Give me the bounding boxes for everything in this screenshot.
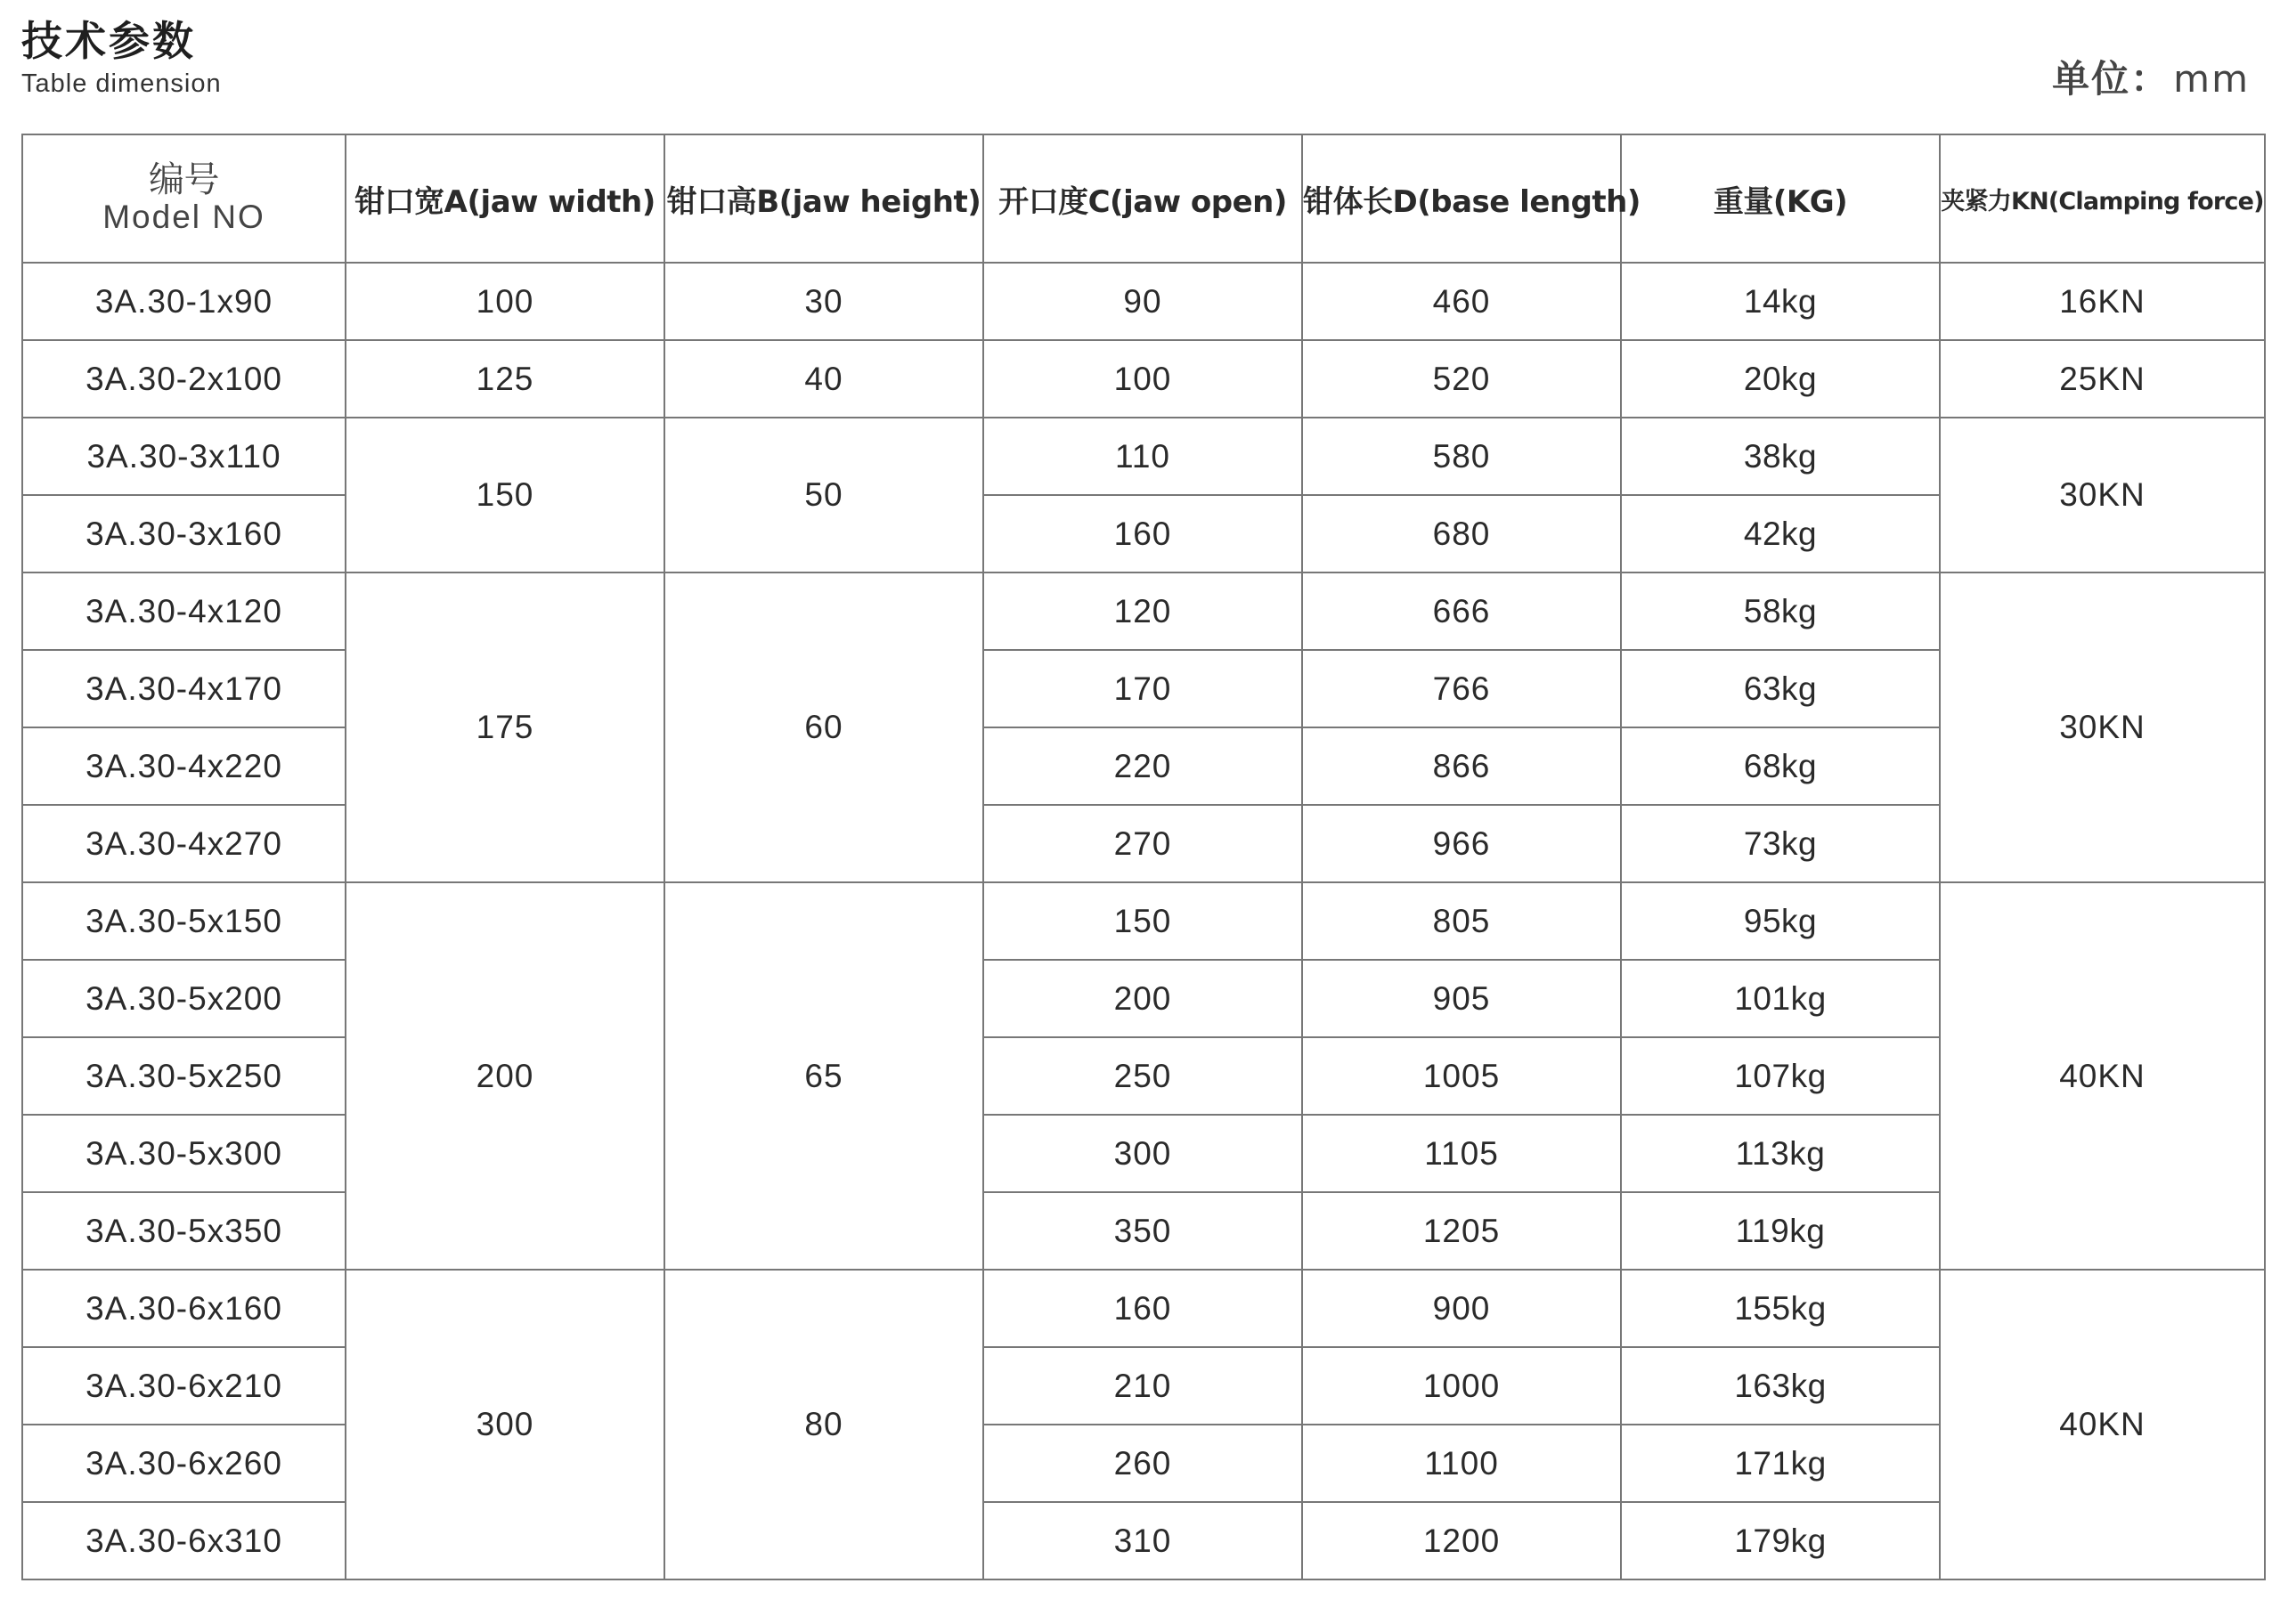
cell-base-length: 1005 — [1302, 1037, 1621, 1115]
cell-weight: 107kg — [1621, 1037, 1940, 1115]
unit-value: mm — [2173, 57, 2250, 101]
table-row — [22, 882, 2265, 960]
cell-base-length: 460 — [1302, 263, 1621, 340]
cell-weight: 171kg — [1621, 1425, 1940, 1502]
cell-jaw-open: 270 — [983, 805, 1302, 882]
cell-jaw-open: 120 — [983, 572, 1302, 650]
header-model-en: Model NO — [102, 199, 265, 235]
cell-weight: 101kg — [1621, 960, 1940, 1037]
cell-weight: 119kg — [1621, 1192, 1940, 1270]
cell-jaw-open: 90 — [983, 263, 1302, 340]
cell-jaw-open: 110 — [983, 418, 1302, 495]
cell-model: 3A.30-5x250 — [22, 1037, 346, 1115]
cell-weight: 58kg — [1621, 572, 1940, 650]
cell-model: 3A.30-6x160 — [22, 1270, 346, 1347]
cell-model: 3A.30-5x150 — [22, 882, 346, 960]
cell-base-length: 766 — [1302, 650, 1621, 727]
title-block — [21, 16, 222, 100]
cell-base-length: 520 — [1302, 340, 1621, 418]
cell-clamping-force: 30KN — [1940, 572, 2265, 882]
cell-base-length: 1100 — [1302, 1425, 1621, 1502]
table-row — [22, 418, 2265, 495]
cell-weight: 113kg — [1621, 1115, 1940, 1192]
cell-jaw-open: 200 — [983, 960, 1302, 1037]
page-subtitle: Table dimension — [21, 69, 222, 98]
cell-jaw-open: 150 — [983, 882, 1302, 960]
table-row — [22, 572, 2265, 650]
page-title: 技术参数 — [21, 17, 196, 65]
table-body — [22, 263, 2265, 1579]
cell-model: 3A.30-5x200 — [22, 960, 346, 1037]
cell-jaw-height: 50 — [664, 418, 983, 572]
cell-model: 3A.30-1x90 — [22, 263, 346, 340]
cell-base-length: 905 — [1302, 960, 1621, 1037]
header-jaw-width: 钳口宽A(jaw width) — [346, 134, 664, 263]
cell-model: 3A.30-5x300 — [22, 1115, 346, 1192]
cell-jaw-width: 300 — [346, 1270, 664, 1579]
unit-label: 单位： — [2052, 57, 2170, 101]
cell-model: 3A.30-6x310 — [22, 1502, 346, 1579]
cell-jaw-height: 30 — [664, 263, 983, 340]
header-weight: 重量(KG) — [1621, 134, 1940, 263]
cell-clamping-force: 16KN — [1940, 263, 2265, 340]
cell-jaw-open: 260 — [983, 1425, 1302, 1502]
cell-weight: 95kg — [1621, 882, 1940, 960]
header-model-cn: 编号 — [149, 159, 219, 200]
cell-jaw-width: 175 — [346, 572, 664, 882]
header-base-length: 钳体长D(base length) — [1302, 134, 1621, 263]
cell-weight: 20kg — [1621, 340, 1940, 418]
cell-model: 3A.30-3x110 — [22, 418, 346, 495]
cell-base-length: 1000 — [1302, 1347, 1621, 1425]
cell-base-length: 1200 — [1302, 1502, 1621, 1579]
cell-base-length: 1105 — [1302, 1115, 1621, 1192]
cell-weight: 73kg — [1621, 805, 1940, 882]
cell-base-length: 900 — [1302, 1270, 1621, 1347]
cell-jaw-height: 80 — [664, 1270, 983, 1579]
cell-model: 3A.30-6x210 — [22, 1347, 346, 1425]
cell-base-length: 866 — [1302, 727, 1621, 805]
header-clamping-force: 夹紧力KN(Clamping force) — [1940, 134, 2265, 263]
cell-clamping-force: 40KN — [1940, 1270, 2265, 1579]
cell-jaw-open: 210 — [983, 1347, 1302, 1425]
cell-weight: 163kg — [1621, 1347, 1940, 1425]
cell-weight: 38kg — [1621, 418, 1940, 495]
cell-base-length: 966 — [1302, 805, 1621, 882]
cell-clamping-force: 40KN — [1940, 882, 2265, 1270]
cell-base-length: 580 — [1302, 418, 1621, 495]
unit-indicator — [2052, 50, 2250, 103]
cell-clamping-force: 25KN — [1940, 340, 2265, 418]
cell-jaw-width: 150 — [346, 418, 664, 572]
cell-model: 3A.30-6x260 — [22, 1425, 346, 1502]
cell-model: 3A.30-5x350 — [22, 1192, 346, 1270]
cell-jaw-width: 100 — [346, 263, 664, 340]
cell-weight: 14kg — [1621, 263, 1940, 340]
cell-base-length: 1205 — [1302, 1192, 1621, 1270]
cell-weight: 63kg — [1621, 650, 1940, 727]
table-row — [22, 1270, 2265, 1347]
cell-model: 3A.30-2x100 — [22, 340, 346, 418]
cell-model: 3A.30-4x120 — [22, 572, 346, 650]
cell-jaw-height: 65 — [664, 882, 983, 1270]
cell-clamping-force: 30KN — [1940, 418, 2265, 572]
cell-weight: 155kg — [1621, 1270, 1940, 1347]
header-jaw-open: 开口度C(jaw open) — [983, 134, 1302, 263]
cell-base-length: 805 — [1302, 882, 1621, 960]
cell-model: 3A.30-4x270 — [22, 805, 346, 882]
header-model — [22, 134, 346, 263]
cell-jaw-open: 300 — [983, 1115, 1302, 1192]
spec-table — [21, 134, 2266, 1580]
cell-base-length: 680 — [1302, 495, 1621, 572]
cell-jaw-open: 160 — [983, 495, 1302, 572]
cell-base-length: 666 — [1302, 572, 1621, 650]
cell-weight: 68kg — [1621, 727, 1940, 805]
cell-weight: 179kg — [1621, 1502, 1940, 1579]
cell-model: 3A.30-4x170 — [22, 650, 346, 727]
header-jaw-height: 钳口高B(jaw height) — [664, 134, 983, 263]
table-row — [22, 340, 2265, 418]
cell-jaw-width: 200 — [346, 882, 664, 1270]
cell-jaw-open: 170 — [983, 650, 1302, 727]
cell-jaw-open: 220 — [983, 727, 1302, 805]
table-row — [22, 263, 2265, 340]
cell-weight: 42kg — [1621, 495, 1940, 572]
cell-jaw-open: 250 — [983, 1037, 1302, 1115]
cell-jaw-open: 310 — [983, 1502, 1302, 1579]
cell-jaw-height: 60 — [664, 572, 983, 882]
cell-jaw-height: 40 — [664, 340, 983, 418]
table-header-row — [22, 134, 2265, 263]
cell-jaw-open: 350 — [983, 1192, 1302, 1270]
cell-jaw-width: 125 — [346, 340, 664, 418]
cell-jaw-open: 100 — [983, 340, 1302, 418]
cell-model: 3A.30-4x220 — [22, 727, 346, 805]
cell-model: 3A.30-3x160 — [22, 495, 346, 572]
cell-jaw-open: 160 — [983, 1270, 1302, 1347]
